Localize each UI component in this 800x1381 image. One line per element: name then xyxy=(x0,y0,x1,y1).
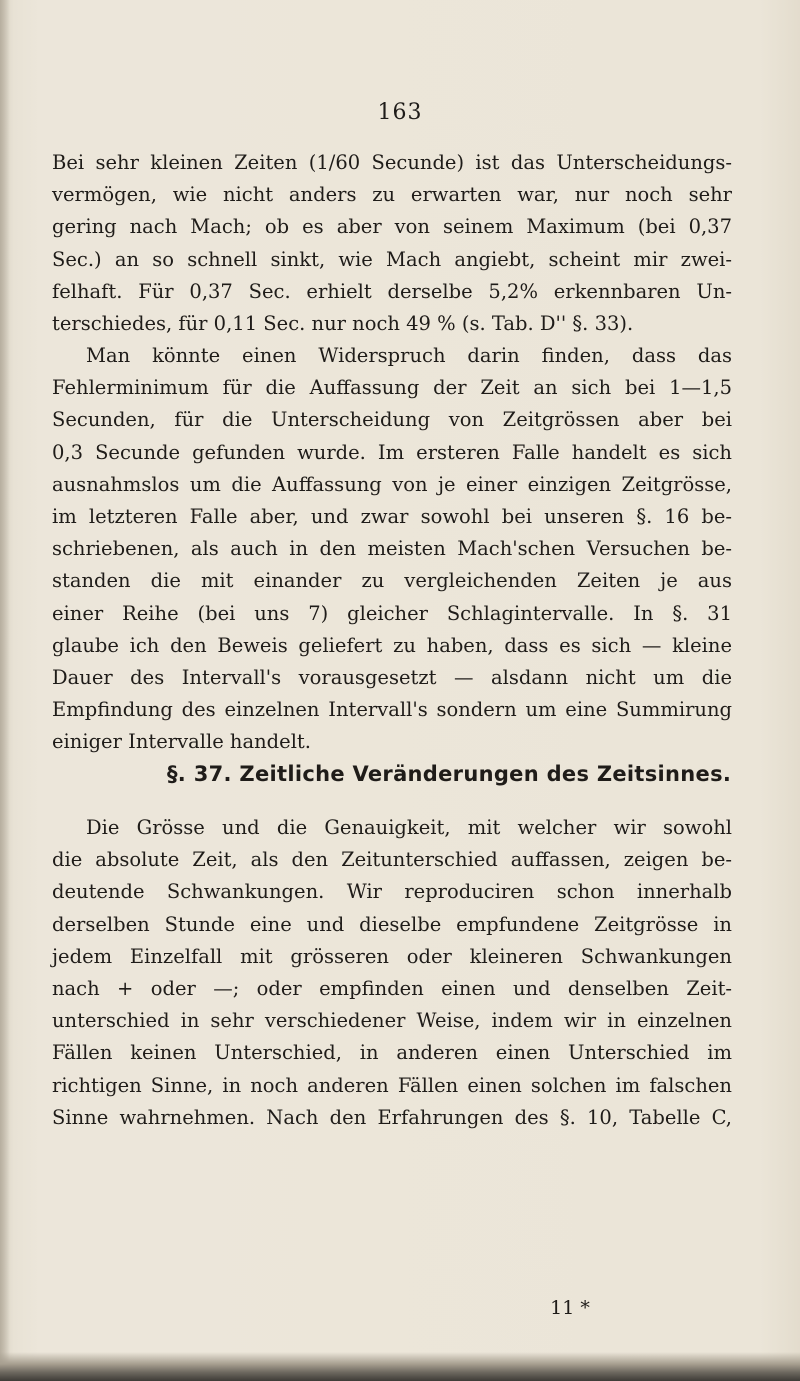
text-line: Sec.) an so schnell sinkt, wie Mach angiebt, scheint mir zwei- xyxy=(52,247,732,271)
page-number: 163 xyxy=(377,100,423,125)
section-number: §. 37. xyxy=(167,762,232,786)
text-line: einiger Intervalle handelt. xyxy=(52,730,311,754)
text-line: Sinne wahrnehmen. Nach den Erfahrungen des §. 10, Tabelle C, xyxy=(52,1105,732,1129)
text-line: deutende Schwankungen. Wir reproduciren schon innerhalb xyxy=(52,880,732,904)
text-line: jedem Einzelfall mit grösseren oder kleineren Schwankungen xyxy=(52,944,732,968)
paragraph-3 xyxy=(52,812,732,1134)
paragraph-2 xyxy=(52,340,732,758)
text-line: Dauer des Intervall's vorausgesetzt — alsdann nicht um die xyxy=(52,665,732,689)
text-line: Fällen keinen Unterschied, in anderen einen Unterschied im xyxy=(52,1041,732,1065)
text-line: derselben Stunde eine und dieselbe empfundene Zeitgrösse in xyxy=(52,912,732,936)
text-line: Empfindung des einzelnen Intervall's sondern um eine Summirung xyxy=(52,698,732,722)
text-line: die absolute Zeit, als den Zeitunterschied auffassen, zeigen be- xyxy=(52,848,732,872)
text-line: terschiedes, für 0,11 Sec. nur noch 49 % (s. Tab. D'' §. 33). xyxy=(52,311,634,335)
text-line: vermögen, wie nicht anders zu erwarten war, nur noch sehr xyxy=(52,183,732,207)
text-line: Fehlerminimum für die Auffassung der Zeit an sich bei 1—1,5 xyxy=(52,376,732,400)
text-line: ausnahmslos um die Auffassung von je einer einzigen Zeitgrösse, xyxy=(52,472,732,496)
text-line: standen die mit einander zu vergleichenden Zeiten je aus xyxy=(52,569,732,593)
paragraph-1 xyxy=(52,147,732,340)
text-line: gering nach Mach; ob es aber von seinem Maximum (bei 0,37 xyxy=(52,215,732,239)
signature-text: 11 * xyxy=(550,1297,590,1319)
text-line: schriebenen, als auch in den meisten Mach'schen Versuchen be- xyxy=(52,537,732,561)
text-line: richtigen Sinne, in noch anderen Fällen einen solchen im falschen xyxy=(52,1073,732,1097)
text-line: felhaft. Für 0,37 Sec. erhielt derselbe 5,2% erkennbaren Un- xyxy=(52,279,732,303)
text-line: im letzteren Falle aber, und zwar sowohl bei unseren §. 16 be- xyxy=(52,504,732,528)
page-bottom-edge xyxy=(0,1352,800,1381)
text-line: 0,3 Secunde gefunden wurde. Im ersteren Falle handelt es sich xyxy=(52,440,732,464)
text-line: einer Reihe (bei uns 7) gleicher Schlagintervalle. In §. 31 xyxy=(52,601,732,625)
section-title: Zeitliche Veränderungen des Zeitsinnes. xyxy=(239,762,732,786)
text-line: Secunden, für die Unterscheidung von Zeitgrössen aber bei xyxy=(52,408,732,432)
text-line: Man könnte einen Widerspruch darin finden, dass das xyxy=(86,344,732,367)
binding-shadow xyxy=(0,0,10,1381)
signature-mark xyxy=(0,1297,800,1319)
text-line: glaube ich den Beweis geliefert zu haben, dass es sich — kleine xyxy=(52,633,732,657)
text-line: nach + oder —; oder empfinden einen und denselben Zeit- xyxy=(52,976,732,1000)
text-line: Die Grösse und die Genauigkeit, mit welcher wir sowohl xyxy=(86,816,732,839)
text-line: Bei sehr kleinen Zeiten (1/60 Secunde) ist das Unterscheidungs- xyxy=(52,151,732,174)
text-line: unterschied in sehr verschiedener Weise, indem wir in einzelnen xyxy=(52,1009,732,1033)
section-heading xyxy=(52,762,732,786)
